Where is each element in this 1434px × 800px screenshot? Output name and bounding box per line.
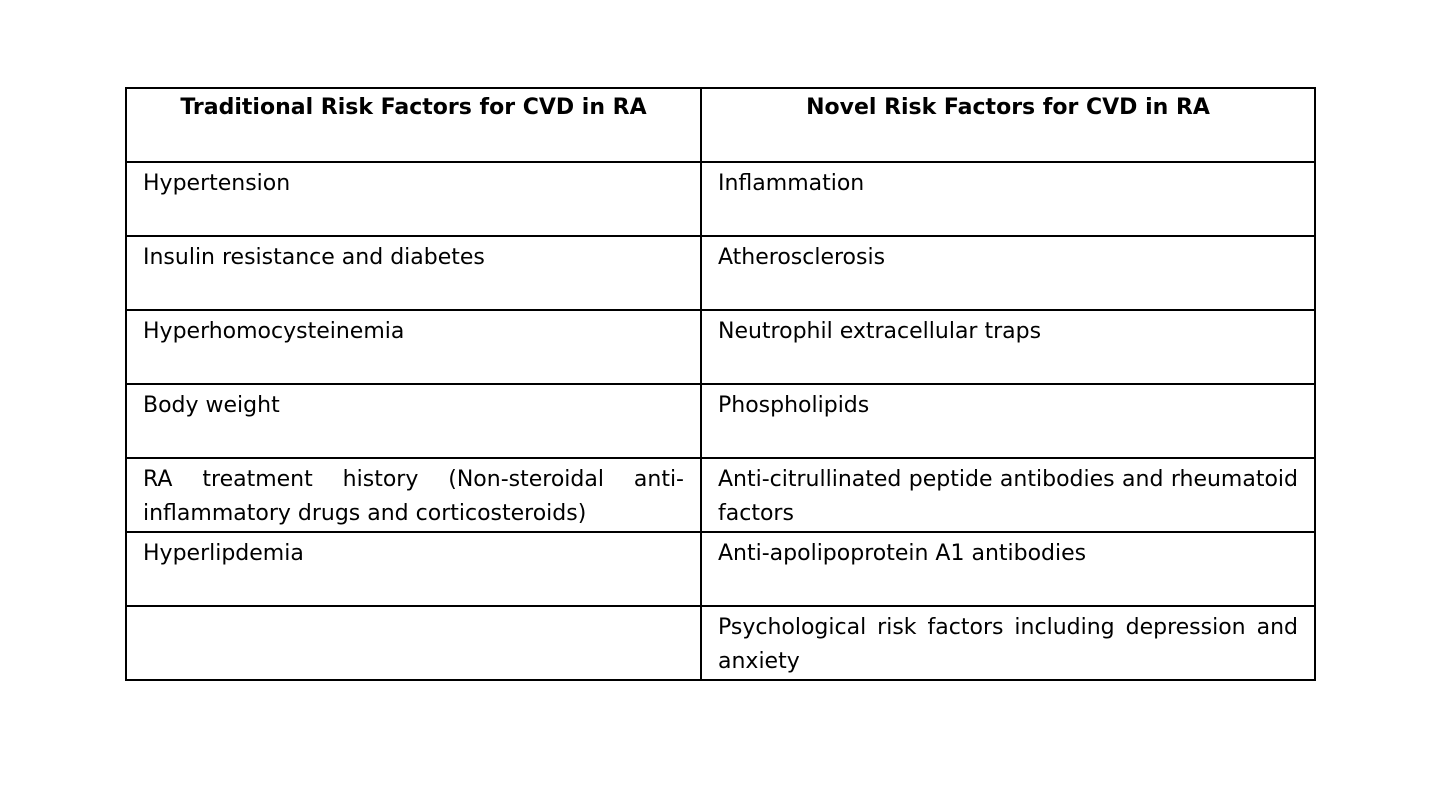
traditional-factor-cell: Hyperhomocysteinemia (126, 310, 701, 384)
novel-factor-cell: Atherosclerosis (701, 236, 1315, 310)
table-row (126, 606, 1315, 680)
traditional-factor-cell: Hyperlipdemia (126, 532, 701, 606)
traditional-factor-cell-empty (126, 606, 701, 680)
header-traditional-risk-factors: Traditional Risk Factors for CVD in RA (126, 88, 701, 162)
traditional-factor-cell: RA treatment history (Non-steroidal anti-inflammatory drugs and corticosteroids) (126, 458, 701, 532)
table-row (126, 532, 1315, 606)
traditional-factor-cell: Hypertension (126, 162, 701, 236)
table-row (126, 458, 1315, 532)
risk-factors-table (125, 87, 1316, 681)
novel-factor-cell: Neutrophil extracellular traps (701, 310, 1315, 384)
traditional-factor-cell: Body weight (126, 384, 701, 458)
novel-factor-cell: Inflammation (701, 162, 1315, 236)
table-row (126, 384, 1315, 458)
novel-factor-cell: Anti-citrullinated peptide antibodies and rheumatoid factors (701, 458, 1315, 532)
novel-factor-cell: Phospholipids (701, 384, 1315, 458)
table-row (126, 162, 1315, 236)
header-novel-risk-factors: Novel Risk Factors for CVD in RA (701, 88, 1315, 162)
novel-factor-cell: Psychological risk factors including depression and anxiety (701, 606, 1315, 680)
table-header-row (126, 88, 1315, 162)
table-row (126, 236, 1315, 310)
table-row (126, 310, 1315, 384)
novel-factor-cell: Anti-apolipoprotein A1 antibodies (701, 532, 1315, 606)
traditional-factor-cell: Insulin resistance and diabetes (126, 236, 701, 310)
